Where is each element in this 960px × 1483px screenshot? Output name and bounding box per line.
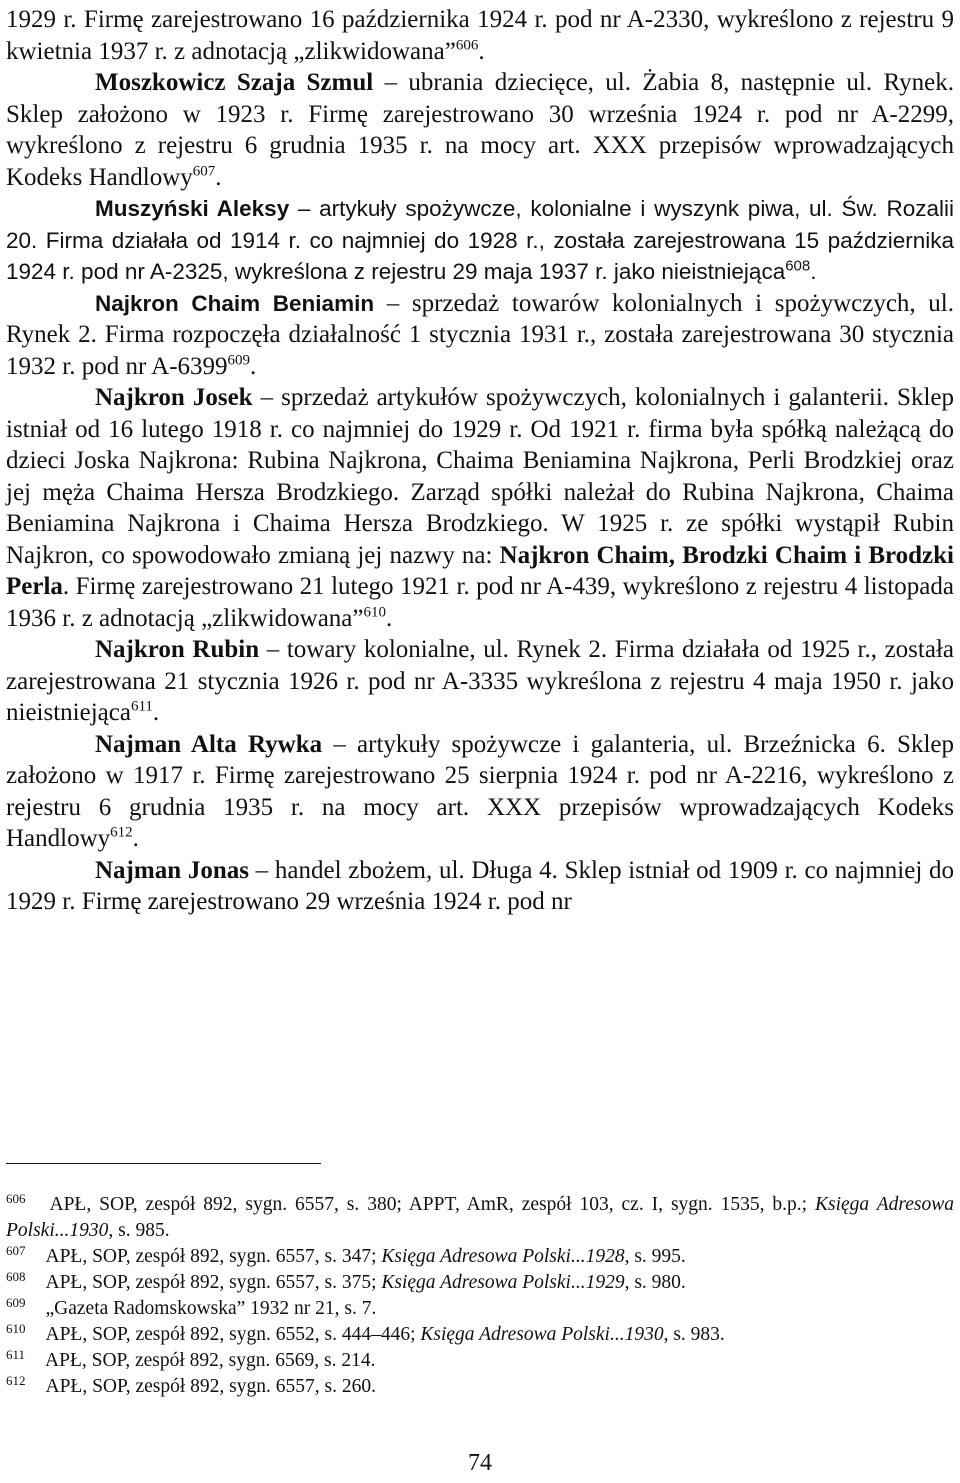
paragraph-text: 1929 r. Firmę zarejestrowano 16 października 1924 r. pod nr A-2330, wykreślono z rejestru 9 kwietnia 1937 r. z adnotacją „zlikwidowana” <box>6 6 954 65</box>
footnote-number: 608 <box>6 1268 26 1284</box>
entry-tail: . <box>215 163 222 191</box>
footnote-611 <box>6 1348 954 1374</box>
footnote-ref[interactable]: 611 <box>130 698 153 715</box>
body-text <box>6 4 954 918</box>
footnote-number: 609 <box>6 1294 26 1310</box>
paragraph-continuation <box>6 4 954 67</box>
footnote-607 <box>6 1244 954 1270</box>
entry-text: – sprzedaż towarów kolonialnych i spożywczych, ul. Rynek 2. Firma rozpoczęła działalność 1 stycznia 1931 r., została zarejestrowana 30 stycznia 1932 r. pod nr A-6399 <box>6 289 954 380</box>
entry-text: – sprzedaż artykułów spożywczych, kolonialnych i galanterii. Sklep istniał od 16 lutego 1918 r. co najmniej do 1929 r. Od 1921 r. firma była spółką należącą do dzieci Joska Najkrona: Rubina Najkrona, Chaima Beniamina Najkrona, Perli Brodzkiej oraz jej męża Chaima Hersza Brodzkiego. Zarząd spółki należał do Rubina Najkrona, Chaima Beniamina Najkrona i Chaima Hersza Brodzkiego. W 1925 r. ze spółki wystąpił Rubin Najkron, co spowodowało zmianą jej nazwy na: <box>6 384 954 569</box>
entry-tail: . <box>132 825 139 852</box>
footnote-ref[interactable]: 606 <box>455 37 479 54</box>
entry-tail: . <box>810 259 817 284</box>
entry-text: – ubrania dziecięce, ul. Żabia 8, następnie ul. Rynek. Sklep założono w 1923 r. Firmę zarejestrowano 30 września 1924 r. pod nr A-2299, wykreślono z rejestru 6 grudnia 1935 r. na mocy art. XXX przepisów wprowadzających Kodeks Handlowy <box>6 69 954 191</box>
entry-muszynski <box>6 193 954 288</box>
paragraph-tail: . <box>478 37 485 65</box>
entry-text: – handel zbożem, ul. Długa 4. Sklep istniał od 1909 r. co najmniej do 1929 r. Firmę zarejestrowano 29 września 1924 r. pod nr <box>6 856 954 915</box>
footnote-610 <box>6 1322 954 1348</box>
entry-text: – artykuły spożywcze i galanteria, ul. Brzeźnicka 6. Sklep założono w 1917 r. Firmę zarejestrowano 25 sierpnia 1924 r. pod nr A-2216, wykreślono z rejestru 6 grudnia 1935 r. na mocy art. XXX przepisów wprowadzających Kodeks Handlowy <box>6 730 955 852</box>
footnote-source-title: Księga Adresowa Polski...1930 <box>6 1194 955 1241</box>
footnote-608 <box>6 1270 954 1296</box>
footnote-source-title: Księga Adresowa Polski...1929 <box>381 1272 625 1293</box>
entry-text: – artykuły spożywcze, kolonialne i wyszynk piwa, ul. Św. Rozalii 20. Firma działała od 1914 r. co najmniej do 1928 r., została zarejestrowana 15 października 1924 r. pod nr A-2325, wykreślona z rejestru 29 maja 1937 r. jako nieistniejąca <box>6 196 954 284</box>
entry-najkron-josek <box>6 382 954 634</box>
footnote-ref[interactable]: 607 <box>192 163 216 180</box>
footnote-ref[interactable]: 612 <box>110 824 133 841</box>
footnote-number: 611 <box>6 1346 26 1362</box>
entry-name: Moszkowicz Szaja Szmul <box>95 69 374 96</box>
footnote-source-title: Księga Adresowa Polski...1928 <box>381 1246 625 1267</box>
entry-tail: . <box>386 604 393 632</box>
footnote-number: 612 <box>6 1372 26 1388</box>
footnote-text-end: , s. 985. <box>108 1220 170 1241</box>
entry-name: Muszyński Aleksy <box>95 196 290 221</box>
footnote-text-end: , s. 980. <box>624 1272 686 1293</box>
entry-najman-alta <box>6 729 954 855</box>
entry-name: Najman Alta Rywka <box>95 730 323 758</box>
footnote-ref[interactable]: 609 <box>227 352 251 369</box>
footnote-text-end: , s. 995. <box>624 1246 686 1267</box>
footnotes <box>6 1192 954 1400</box>
footnote-separator <box>6 1163 321 1164</box>
footnote-612 <box>6 1374 954 1400</box>
entry-text-2: . Firmę zarejestrowano 21 lutego 1921 r. pod nr A-439, wykreślono z rejestru 4 listopada 1936 r. z adnotacją „zlikwidowana” <box>6 573 954 632</box>
entry-new-name: Najkron Chaim, Brodzki Chaim i Brodzki Perla <box>6 541 954 600</box>
entry-najman-jonas <box>6 855 954 918</box>
footnote-text: APŁ, SOP, zespół 892, sygn. 6557, s. 375; <box>45 1272 382 1293</box>
footnote-text: APŁ, SOP, zespół 892, sygn. 6552, s. 444–446; <box>45 1324 421 1345</box>
entry-moszkowicz <box>6 67 954 193</box>
entry-name: Najkron Josek <box>95 384 253 411</box>
footnote-ref[interactable]: 610 <box>363 604 386 621</box>
entry-tail: . <box>250 352 257 380</box>
footnote-number: 606 <box>6 1190 26 1206</box>
footnote-ref[interactable]: 608 <box>785 257 811 275</box>
footnote-source-title: Księga Adresowa Polski...1930 <box>420 1324 664 1345</box>
entry-text: – towary kolonialne, ul. Rynek 2. Firma działała od 1925 r., została zarejestrowana 21 stycznia 1926 r. pod nr A-3335 wykreślona z rejestru 4 maja 1950 r. jako nieistniejąca <box>6 636 954 726</box>
entry-name: Najkron Rubin <box>95 636 260 663</box>
footnote-606 <box>6 1192 954 1244</box>
footnote-number: 610 <box>6 1320 26 1336</box>
page-number: 74 <box>468 1450 492 1476</box>
entry-name: Najkron Chaim Beniamin <box>95 290 375 316</box>
entry-najkron-rubin <box>6 634 954 729</box>
footnote-text: APŁ, SOP, zespół 892, sygn. 6557, s. 347; <box>45 1246 382 1267</box>
footnote-text: „Gazeta Radomskowska” 1932 nr 21, s. 7. <box>45 1298 377 1319</box>
entry-tail: . <box>152 699 160 726</box>
entry-name: Najman Jonas <box>95 856 249 884</box>
footnote-text: APŁ, SOP, zespół 892, sygn. 6557, s. 260. <box>45 1376 376 1397</box>
footnote-text: APŁ, SOP, zespół 892, sygn. 6569, s. 214. <box>45 1350 376 1371</box>
footnote-text: APŁ, SOP, zespół 892, sygn. 6557, s. 380; APPT, AmR, zespół 103, cz. I, sygn. 1535, b.p.; <box>49 1194 815 1215</box>
footnote-text-end: , s. 983. <box>663 1324 725 1345</box>
entry-najkron-chaim <box>6 288 954 383</box>
footnote-609 <box>6 1296 954 1322</box>
footnote-number: 607 <box>6 1242 26 1258</box>
